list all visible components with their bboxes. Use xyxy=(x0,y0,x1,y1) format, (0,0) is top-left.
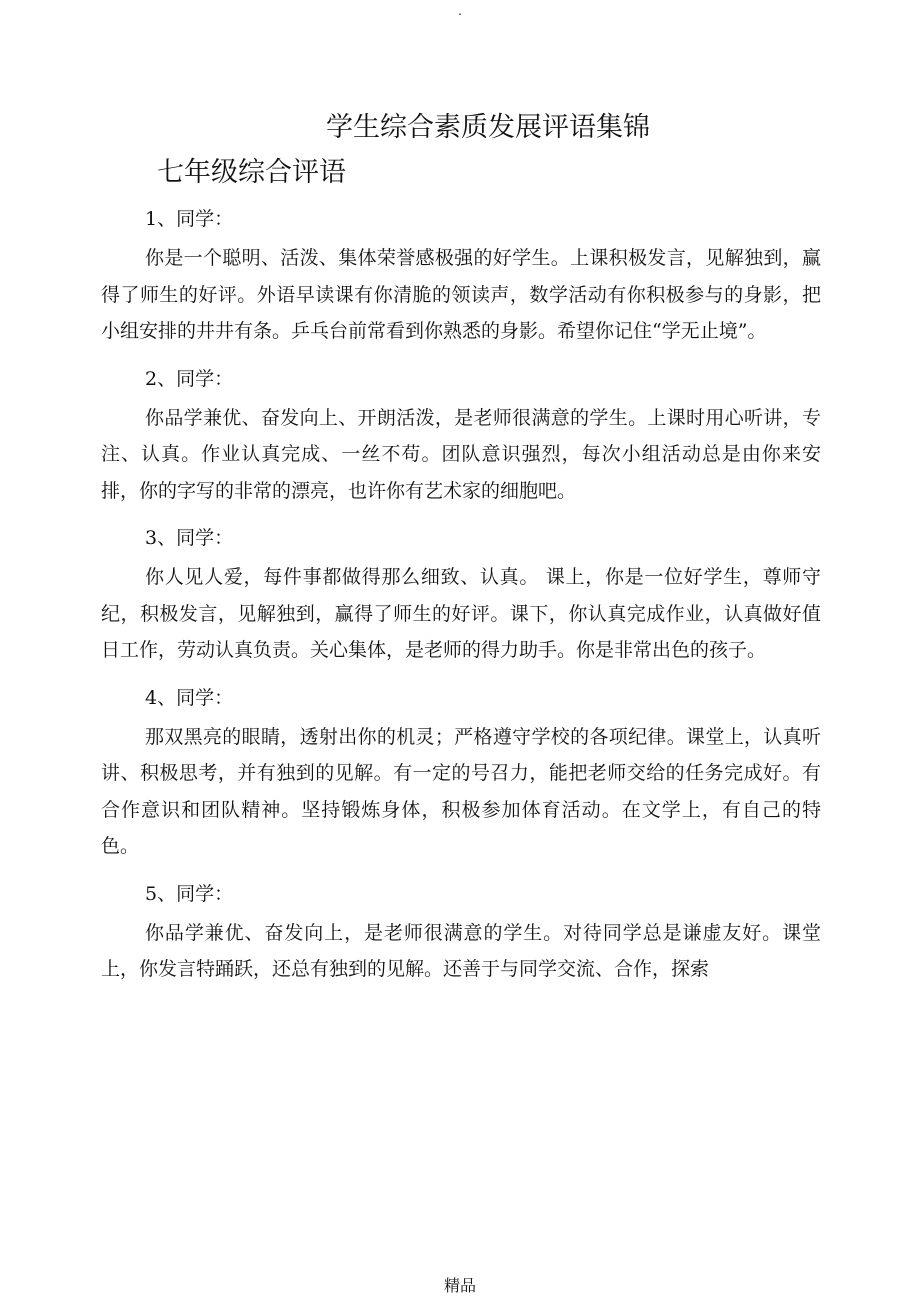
entry-label-5: 5、同学： xyxy=(145,882,234,905)
entry-label-2: 2、同学： xyxy=(145,367,234,390)
comments-list xyxy=(101,198,821,996)
entry-text-1: 你是一个聪明、活泼、集体荣誉感极强的好学生。上课积极发言，见解独到，赢得了师生的好评。外语早读课有你清脆的领读声，数学活动有你积极参与的身影，把小组安排的井井有条。乒乓台前常看到你熟悉的身影。希望你记住“学无止境”。 xyxy=(101,247,821,342)
header-mark: . xyxy=(458,4,462,18)
entry-label-1: 1、同学： xyxy=(145,208,234,230)
entry-text-3: 你人见人爱，每件事都做得那么细致、认真。 课上，你是一位好学生，尊师守纪，积极发言，见解独到，赢得了师生的好评。课下，你认真完成作业，认真做好值日工作，劳动认真负责。关心集体，是老师的得力助手。你是非常出色的孩子。 xyxy=(101,566,821,661)
section-title: 七年级综合评语 xyxy=(157,157,346,188)
entry-label-4: 4、同学： xyxy=(145,686,234,709)
entry-text-5: 你品学兼优、奋发向上，是老师很满意的学生。对待同学总是谦虚友好。课堂上，你发言特踊跃，还总有独到的见解。还善于与同学交流、合作，探索 xyxy=(101,921,821,980)
entry-label-3: 3、同学： xyxy=(145,527,234,549)
entry-text-4: 那双黑亮的眼睛，透射出你的机灵；严格遵守学校的各项纪律。课堂上，认真听讲、积极思考，并有独到的见解。有一定的号召力，能把老师交给的任务完成好。有合作意识和团队精神。坚持锻炼身体，积极参加体育活动。在文学上，有自己的特色。 xyxy=(101,725,821,857)
footer-mark: 精品 xyxy=(443,1276,476,1295)
document-title: 学生综合素质发展评语集锦 xyxy=(326,112,650,143)
entry-text-2: 你品学兼优、奋发向上、开朗活泼，是老师很满意的学生。上课时用心听讲，专注、认真。作业认真完成、一丝不苟。团队意识强烈，每次小组活动总是由你来安排，你的字写的非常的漂亮，也许你有艺术家的细胞吧。 xyxy=(101,406,821,502)
